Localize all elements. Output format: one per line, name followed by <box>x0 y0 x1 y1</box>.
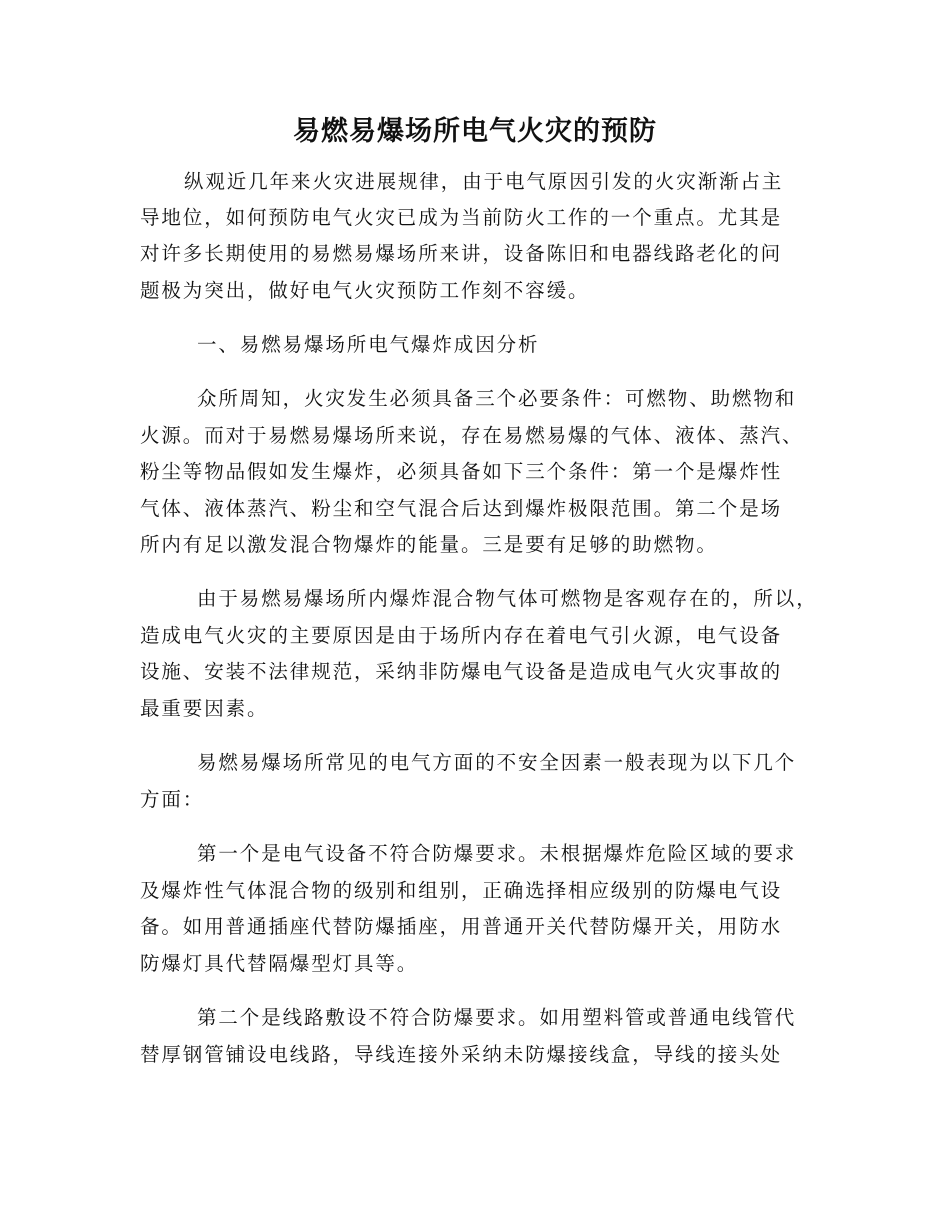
paragraph-line: 导地位，如何预防电气火灾已成为当前防火工作的一个重点。尤其是 <box>140 206 783 229</box>
paragraph-line: 最重要因素。 <box>140 697 269 720</box>
paragraph-line: 题极为突出，做好电气火灾预防工作刻不容缓。 <box>140 279 590 302</box>
paragraph-line: 对许多长期使用的易燃易爆场所来讲，设备陈旧和电器线路老化的问 <box>140 242 783 265</box>
paragraph-line: 众所周知，火灾发生必须具备三个必要条件：可燃物、助燃物和 <box>197 387 797 410</box>
paragraph-line: 备。如用普通插座代替防爆插座，用普通开关代替防爆开关，用防水 <box>140 915 783 938</box>
paragraph-line: 纵观近几年来火灾进展规律，由于电气原因引发的火灾渐渐占主 <box>184 170 784 193</box>
paragraph-line: 设施、安装不法律规范，采纳非防爆电气设备是造成电气火灾事故的 <box>140 660 783 683</box>
paragraph-line: 造成电气火灾的主要原因是由于场所内存在着电气引火源，电气设备 <box>140 624 783 647</box>
paragraph-line: 火源。而对于易燃易爆场所来说，存在易燃易爆的气体、液体、蒸汽、 <box>140 424 804 447</box>
paragraph-line: 所内有足以激发混合物爆炸的能量。三是要有足够的助燃物。 <box>140 533 718 556</box>
paragraph-line: 防爆灯具代替隔爆型灯具等。 <box>140 952 419 975</box>
paragraph-line: 由于易燃易爆场所内爆炸混合物气体可燃物是客观存在的，所以， <box>197 587 818 610</box>
paragraph-line: 及爆炸性气体混合物的级别和组别，正确选择相应级别的防爆电气设 <box>140 879 783 902</box>
paragraph-line: 粉尘等物品假如发生爆炸，必须具备如下三个条件：第一个是爆炸性 <box>140 460 783 483</box>
document-title: 易燃易爆场所电气火灾的预防 <box>293 116 657 147</box>
paragraph-line: 易燃易爆场所常见的电气方面的不安全因素一般表现为以下几个 <box>197 751 797 774</box>
paragraph-line: 第一个是电气设备不符合防爆要求。未根据爆炸危险区域的要求 <box>197 842 797 865</box>
paragraph-line: 替厚钢管铺设电线路，导线连接外采纳未防爆接线盒，导线的接头处 <box>140 1043 783 1066</box>
paragraph-line: 方面： <box>140 788 205 811</box>
paragraph-line: 第二个是线路敷设不符合防爆要求。如用塑料管或普通电线管代 <box>197 1006 797 1029</box>
section-heading: 一、易燃易爆场所电气爆炸成因分析 <box>197 333 540 356</box>
paragraph-line: 气体、液体蒸汽、粉尘和空气混合后达到爆炸极限范围。第二个是场 <box>140 497 783 520</box>
